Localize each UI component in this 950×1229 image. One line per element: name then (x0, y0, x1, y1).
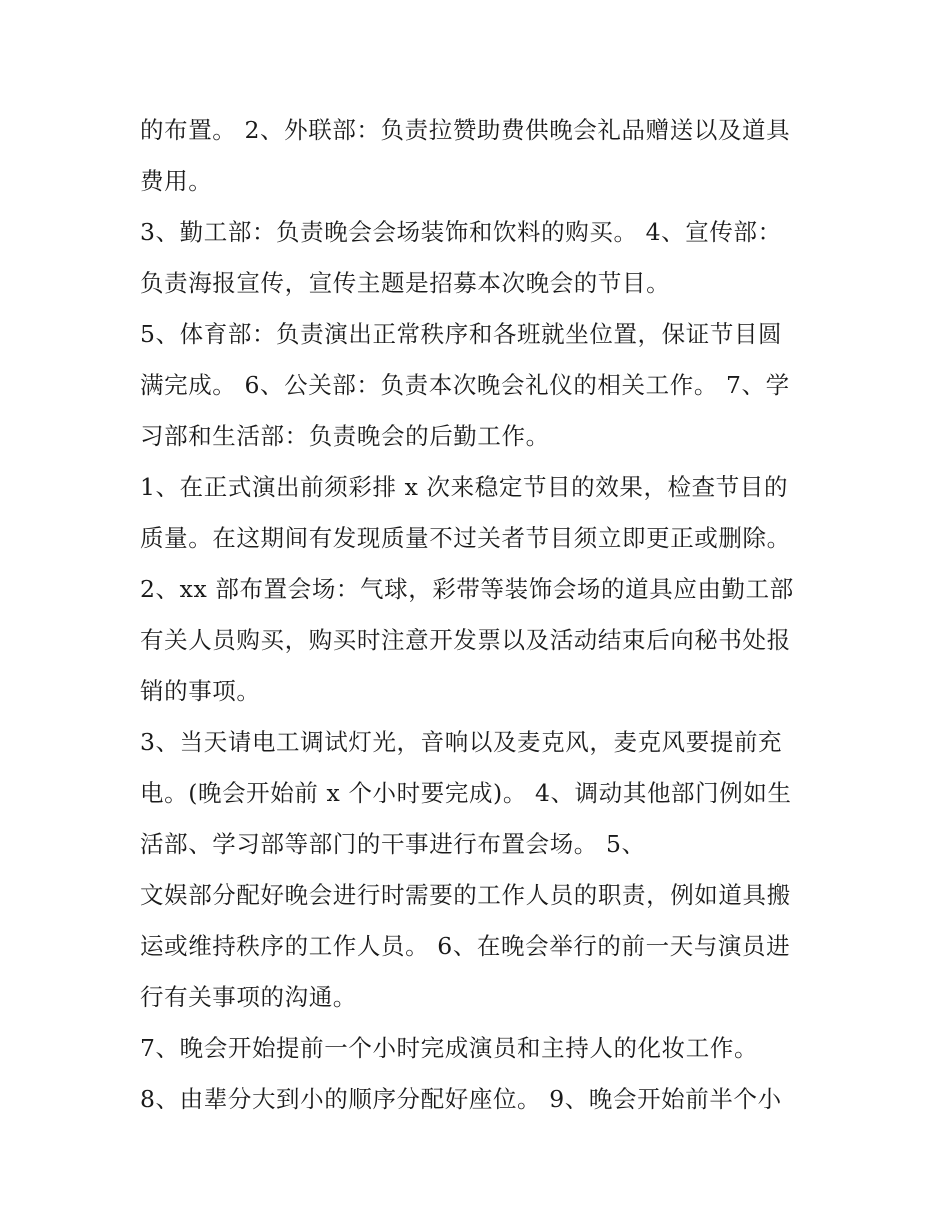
text-line: 3、当天请电工调试灯光，音响以及麦克风，麦克风要提前充 (140, 728, 783, 756)
text-line: 5、体育部：负责演出正常秩序和各班就坐位置，保证节目圆 (140, 320, 783, 348)
text-line: 8、由辈分大到小的顺序分配好座位。 9、晚会开始前半个小 (140, 1085, 782, 1113)
text-line: 负责海报宣传，宣传主题是招募本次晚会的节目。 (140, 269, 671, 297)
text-line: 习部和生活部：负责晚会的后勤工作。 (140, 422, 550, 450)
text-line: 2、xx 部布置会场：气球，彩带等装饰会场的道具应由勤工部 (140, 575, 794, 603)
document-body (140, 105, 820, 1125)
text-line: 电。(晚会开始前 x 个小时要完成)。 4、调动其他部门例如生 (140, 779, 792, 807)
text-line: 3、勤工部：负责晚会会场装饰和饮料的购买。 4、宣传部： (140, 218, 782, 246)
text-line: 的布置。 2、外联部：负责拉赞助费供晚会礼品赠送以及道具 (140, 116, 791, 144)
text-line: 运或维持秩序的工作人员。 6、在晚会举行的前一天与演员进 (140, 932, 791, 960)
text-line: 销的事项。 (140, 677, 261, 705)
text-line: 满完成。 6、公关部：负责本次晚会礼仪的相关工作。 7、学 (140, 371, 790, 399)
text-line: 文娱部分配好晚会进行时需要的工作人员的职责，例如道具搬 (140, 881, 791, 909)
text-line: 活部、学习部等部门的干事进行布置会场。 5、 (140, 830, 646, 858)
text-line: 1、在正式演出前须彩排 x 次来稳定节目的效果，检查节目的 (140, 473, 789, 501)
text-line: 7、晚会开始提前一个小时完成演员和主持人的化妆工作。 (140, 1034, 759, 1062)
text-line: 行有关事项的沟通。 (140, 983, 357, 1011)
text-line: 有关人员购买，购买时注意开发票以及活动结束后向秘书处报 (140, 626, 791, 654)
text-line: 质量。在这期间有发现质量不过关者节目须立即更正或删除。 (140, 524, 791, 552)
text-line: 费用。 (140, 167, 213, 195)
